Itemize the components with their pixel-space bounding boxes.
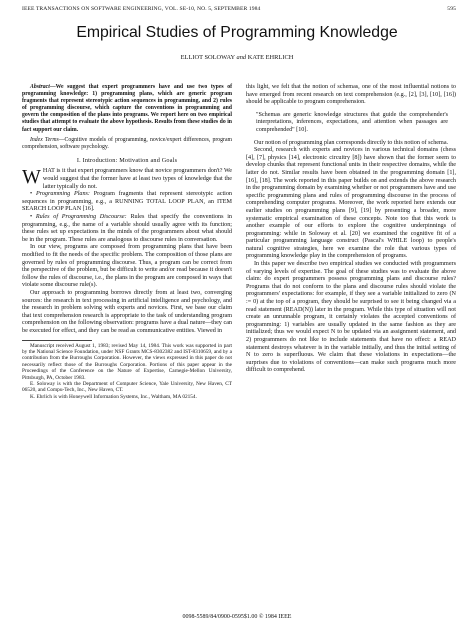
quote-text: "Schemas are generic knowledge structures that guide the comprehender's interpretations, inferences, expectations, and attention when passages are comprehended" [10]. <box>256 111 448 133</box>
index-terms-label: Index Terms <box>30 136 59 143</box>
drop-cap: W <box>22 166 41 189</box>
block-quote <box>256 112 448 135</box>
paragraph-text: HAT is it that expert programmers know that novice programmers don't? We would suggest that the former have at least two types of knowledge that the latter typically do not. <box>42 168 232 190</box>
author-conjunction: and <box>236 54 247 61</box>
item-label: Rules of Programming Discourse: <box>35 214 127 220</box>
copyright-footer: 0098-5589/84/0900-0595$1.00 © 1984 IEEE <box>182 614 292 620</box>
list-item: • Programming Plans: Program fragments that represent stereotypic action sequences in programming, e.g., a RUNNING TOTAL LOOP PLAN, an ITEM SEARCH LOOP PLAN [16]. <box>22 191 233 213</box>
journal-header: IEEE TRANSACTIONS ON SOFTWARE ENGINEERING, VOL. SE-10, NO. 5, SEPTEMBER 1984 <box>22 6 261 12</box>
footnote: K. Ehrlich is with Honeywell Information Systems, Inc., Waltham, MA 02154. <box>30 393 197 400</box>
index-terms <box>22 137 232 151</box>
body-paragraph: Our approach to programming borrows directly from at least two, converging sources: the research in text processing in artificial intelligence and psychology, and the research in problem solving with experts and novices. First, we base our claim that text comprehension research is appropriate to the task of understanding program comprehension on the following observation: programs have a dual nature—they can be executed for effect, and they can be read as communicative entities. Viewed in <box>22 289 232 334</box>
item-label: Programming Plans: <box>35 191 90 198</box>
section-heading: I. Introduction: Motivation and Goals <box>76 156 178 164</box>
footnote: Manuscript received August 1, 1983; revised May 14, 1984. This work was supported in part by the National Science Foundation, under NSF Grants MCS-8302382 and IST-8310659, and by a contribution from the Burroughs Corporation. However, the views expressed in this paper do not necessarily reflect those of the Burroughs Corporation. Portions of this paper appear in the Proceedings of the Conference on the Nature of Expertise, Carnegie-Mellon University, Pittsburgh, PA, October 1983. <box>22 342 232 381</box>
body-paragraph <box>22 168 232 191</box>
body-paragraph: Second, research with experts and novices in various technical domains (chess [4], [7], physics [14], electronic circuitry [8]) have shown that the former seem to develop chunks that represent functional units in their respective domains, while the latter do not. Similar results have been obtained in the programming domain [1], [16], [18]. The work reported in this paper builds on and extends the above research in the programming domain by examining whether or not programmers have and use specific programming plans and rules of programming discourse in the process of comprehending computer programs. Moreover, the work reported here extends our earlier studies on programming plans [9], [19] by presenting a broader, more systematic empirical examination of these concepts. Note too that this work is another example of our efforts to explore the cognitive underpinnings of programming: while in Soloway et al. [20] we examined the cognitive fit of a particular programming language construct (Pascal's WHILE loop) to people's natural cognitive strategies, here we examine the role that various types of programming knowledge play in the comprehension of programs. <box>246 147 456 260</box>
body-paragraph: this light, we felt that the notion of schemas, one of the most influential notions to have emerged from recent research on text comprehension (e.g., [2], [3], [10], [16]) should be applicable to program comprehension. <box>246 84 456 106</box>
body-paragraph: In our view, programs are composed from programming plans that have been modified to fit the needs of the specific problem. The composition of those plans are governed by rules of programming discourse. Thus, a program can be correct from the perspective of the problem, but be difficult to write and/or read because it doesn't follow the rules of discourse, i.e., the plans in the program are composed in ways that violate some discourse rule(s). <box>22 244 232 289</box>
right-column <box>246 84 456 375</box>
author-name: KATE EHRLICH <box>247 54 294 61</box>
abstract <box>22 84 232 134</box>
footnotes <box>22 343 232 401</box>
footnote-divider <box>22 340 92 341</box>
abstract-text: —We suggest that expert programmers have and use two types of programming knowledge: 1) programming plans, which are generic program fragments that represent stereotypic action sequences in programming, and 2) rules of programming discourse, which capture the conventions in programming and govern the composition of the plans into programs. We report here on two empirical studies that attempt to evaluate the above hypothesis. Results from these studies do in fact support our claim. <box>22 84 232 133</box>
author-name: ELLIOT SOLOWAY <box>180 54 235 61</box>
paper-title: Empirical Studies of Programming Knowledge <box>76 24 398 41</box>
item-text: Rules that specify the conventions in programming, e.g., the name of a variable should usually agree with its function; these rules set up expectations in the minds of the programmers about what should be in the program. These rules are analogous to discourse rules in conversation. <box>22 214 233 243</box>
item-text: Program fragments that represent stereotypic action sequences in programming, e.g., a RUNNING TOTAL LOOP PLAN, an ITEM SEARCH LOOP PLAN [16]. <box>22 191 233 213</box>
author-line <box>0 54 474 61</box>
abstract-label: Abstract <box>30 84 50 90</box>
body-paragraph: In this paper we describe two empirical studies we conducted with programmers of varying levels of expertise. The goal of these studies was to evaluate the above claim: do expert programmers possess programming plans and discourse rules? Programs that do not conform to the plans and discourse rules should violate the programmers' expectations: for example, if they see a variable initialized to zero (N := 0) at the top of a program, they should be surprised to see it being changed via a read statement (READ(N)) later in the program. While this type of situation will not create an unrunnable program, it certainly violates the accepted conventions of programming: 1) variables are usually updated in the same fashion as they are initialized; thus we would expect N to be updated via an assignment statement, and 2) programmers do not like to include statements that have no effect: a READ statement destroys whatever is in the variable initially, and thus the initial setting of N to zero is superfluous. We claim that these violations in expectations—the surprises due to violations of conventions—can make such programs much more difficult to comprehend. <box>246 261 456 374</box>
body-paragraph: Our notion of programming plan corresponds directly to this notion of schema. <box>254 139 449 146</box>
page-number: 595 <box>447 6 456 12</box>
footnote: E. Soloway is with the Department of Computer Science, Yale University, New Haven, CT 06520, and Compu-Tech, Inc., New Haven, CT. <box>22 380 232 394</box>
left-column <box>22 84 232 400</box>
running-header <box>22 6 456 12</box>
list-item: • Rules of Programming Discourse: Rules that specify the conventions in programming, e.g., the name of a variable should usually agree with its function; these rules set up expectations in the minds of the programmers about what should be in the program. These rules are analogous to discourse rules in conversation. <box>22 214 233 243</box>
index-terms-text: —Cognitive models of programming, novice/expert differences, program comprehension, software psychology. <box>22 136 232 150</box>
